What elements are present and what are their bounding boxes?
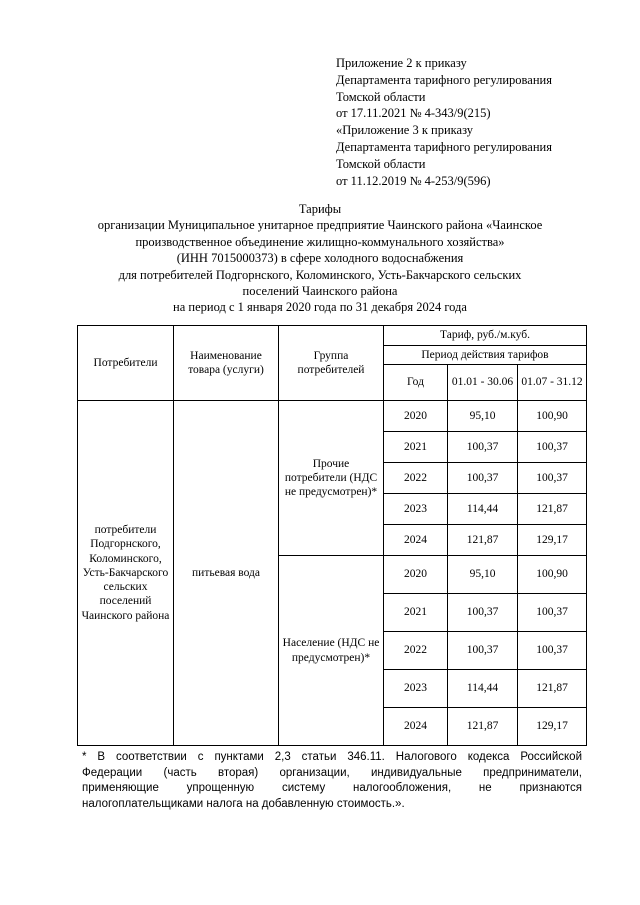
appendix-line: от 17.11.2021 № 4-343/9(215) <box>336 106 491 121</box>
tariff-h1-cell: 95,10 <box>448 401 518 432</box>
title-line: на период с 1 января 2020 года по 31 декабря 2024 года <box>173 300 467 315</box>
appendix-line: Томской области <box>336 156 426 171</box>
tariff-h2-cell: 129,17 <box>518 708 587 746</box>
tariff-h1-cell: 121,87 <box>448 708 518 746</box>
year-cell: 2023 <box>384 494 448 525</box>
appendix-line: Департамента тарифного регулирования <box>336 72 552 87</box>
year-cell: 2022 <box>384 463 448 494</box>
footnote-line: налогоплательщиками налога на добавленную стоимость.». <box>82 797 405 810</box>
appendix-line: Приложение 2 к приказу <box>336 56 467 70</box>
header-tariff: Тариф, руб./м.куб. <box>384 326 587 346</box>
header-half-1: 01.01 - 30.06 <box>448 365 518 401</box>
title-line: поселений Чаинского района <box>242 284 398 299</box>
footnote-line: применяющие упрощенную систему налогообложения, не признаются <box>82 782 582 795</box>
title-line: (ИНН 7015000373) в сфере холодного водоснабжения <box>176 251 464 266</box>
goods-cell: питьевая вода <box>174 401 279 746</box>
header-period: Период действия тарифов <box>384 346 587 365</box>
tariff-h2-cell: 100,37 <box>518 632 587 670</box>
tariff-h1-cell: 114,44 <box>448 494 518 525</box>
tariff-h1-cell: 121,87 <box>448 525 518 556</box>
tariff-h1-cell: 100,37 <box>448 463 518 494</box>
appendix-line: Томской области <box>336 89 426 104</box>
tariff-h2-cell: 121,87 <box>518 494 587 525</box>
tariff-h2-cell: 100,90 <box>518 556 587 594</box>
year-cell: 2021 <box>384 594 448 632</box>
header-consumers: Потребители <box>78 326 174 401</box>
title-line: организации Муниципальное унитарное предприятие Чаинского района «Чаинское <box>97 218 543 233</box>
group-cell: Прочие потребители (НДС не предусмотрен)* <box>279 401 384 556</box>
appendix-line: «Приложение 3 к приказу <box>336 123 474 138</box>
tariff-h2-cell: 100,37 <box>518 594 587 632</box>
tariff-table <box>77 325 587 746</box>
title-line: для потребителей Подгорнского, Коломинского, Усть-Бакчарского сельских <box>118 267 522 282</box>
appendix-line: от 11.12.2019 № 4-253/9(596) <box>336 173 491 188</box>
tariff-h1-cell: 100,37 <box>448 632 518 670</box>
group-cell: Население (НДС не предусмотрен)* <box>279 556 384 746</box>
tariff-h1-cell: 114,44 <box>448 670 518 708</box>
year-cell: 2023 <box>384 670 448 708</box>
title-heading: Тарифы <box>298 202 342 216</box>
tariff-h2-cell: 100,90 <box>518 401 587 432</box>
appendix-line: Департамента тарифного регулирования <box>336 139 552 154</box>
year-cell: 2020 <box>384 556 448 594</box>
tariff-h2-cell: 100,37 <box>518 463 587 494</box>
footnote-line: Федерации (часть вторая) организации, индивидуальные предприниматели, <box>82 766 582 779</box>
footnote-line: * В соответствии с пунктами 2,3 статьи 346.11. Налогового кодекса Российской <box>82 751 582 763</box>
tariff-h1-cell: 100,37 <box>448 594 518 632</box>
tariff-h2-cell: 100,37 <box>518 432 587 463</box>
consumers-cell: потребители Подгорнского, Коломинского, Усть-Бакчарского сельских поселений Чаинского района <box>78 401 174 746</box>
tariff-h1-cell: 95,10 <box>448 556 518 594</box>
appendix-reference <box>336 55 552 189</box>
tariff-h2-cell: 129,17 <box>518 525 587 556</box>
document-title <box>60 201 580 316</box>
header-goods: Наименование товара (услуги) <box>174 326 279 401</box>
tariff-h2-cell: 121,87 <box>518 670 587 708</box>
header-year: Год <box>384 365 448 401</box>
title-line: производственное объединение жилищно-коммунального хозяйства» <box>135 234 505 249</box>
year-cell: 2022 <box>384 632 448 670</box>
header-half-2: 01.07 - 31.12 <box>518 365 587 401</box>
year-cell: 2021 <box>384 432 448 463</box>
footnote <box>82 750 582 812</box>
year-cell: 2024 <box>384 525 448 556</box>
tariff-h1-cell: 100,37 <box>448 432 518 463</box>
header-group: Группа потребителей <box>279 326 384 401</box>
year-cell: 2024 <box>384 708 448 746</box>
year-cell: 2020 <box>384 401 448 432</box>
